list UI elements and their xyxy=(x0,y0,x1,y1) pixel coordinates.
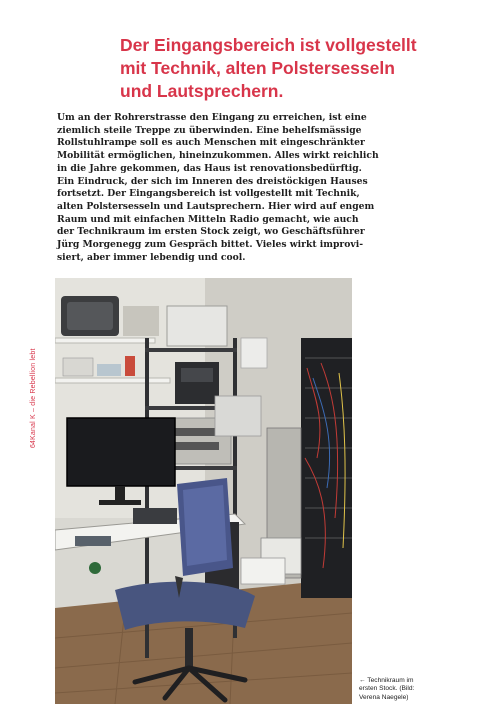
body-line: Rollstuhlrampe soll es auch Menschen mit eingeschränkter xyxy=(57,137,365,149)
photo-caption xyxy=(359,677,459,702)
caption-line: Verena Naegele) xyxy=(359,693,409,701)
body-line: Jürg Morgenegg zum Gespräch bittet. Vieles wirkt improvi- xyxy=(57,239,364,251)
body-line: Mobilität ermöglichen, hineinzukommen. Alles wirkt reichlich xyxy=(57,150,379,162)
body-text xyxy=(57,112,379,264)
technical-room-illustration xyxy=(55,278,352,704)
body-line: Ein Eindruck, der sich im Inneren des dreistöckigen Hauses xyxy=(57,175,368,187)
body-line: Raum und mit einfachen Mitteln Radio gemacht, wie auch xyxy=(57,213,359,225)
body-line: in die Jahre gekommen, das Haus ist renovationsbedürftig. xyxy=(57,162,362,174)
caption-line: ← Technikraum im xyxy=(359,677,414,684)
body-line: der Technikraum im ersten Stock zeigt, wo Geschäftsführer xyxy=(57,226,365,238)
pull-quote-line: und Lautsprechern. xyxy=(120,81,284,101)
body-line: siert, aber immer lebendig und cool. xyxy=(57,251,246,263)
pull-quote xyxy=(120,34,450,103)
sidebar-running-head xyxy=(28,300,42,500)
caption-line: ersten Stock. (Bild: xyxy=(359,685,415,693)
monitor xyxy=(67,418,175,486)
pull-quote-line: Der Eingangsbereich ist vollgestellt xyxy=(120,35,417,55)
page-number: 64 xyxy=(30,440,37,448)
body-line: ziemlich steile Treppe zu überwinden. Eine behelfsmässige xyxy=(57,124,362,136)
body-line: fortsetzt. Der Eingangsbereich ist vollgestellt mit Technik, xyxy=(57,188,360,200)
pull-quote-line: mit Technik, alten Polstersesseln xyxy=(120,58,395,78)
body-line: Um an der Rohrerstrasse den Eingang zu erreichen, ist eine xyxy=(57,112,367,123)
running-title: Kanal K – die Rebellion lebt xyxy=(30,348,37,440)
photo xyxy=(55,278,352,704)
body-line: alten Polstersesseln und Lautsprechern. Hier wird auf engem xyxy=(57,200,375,212)
